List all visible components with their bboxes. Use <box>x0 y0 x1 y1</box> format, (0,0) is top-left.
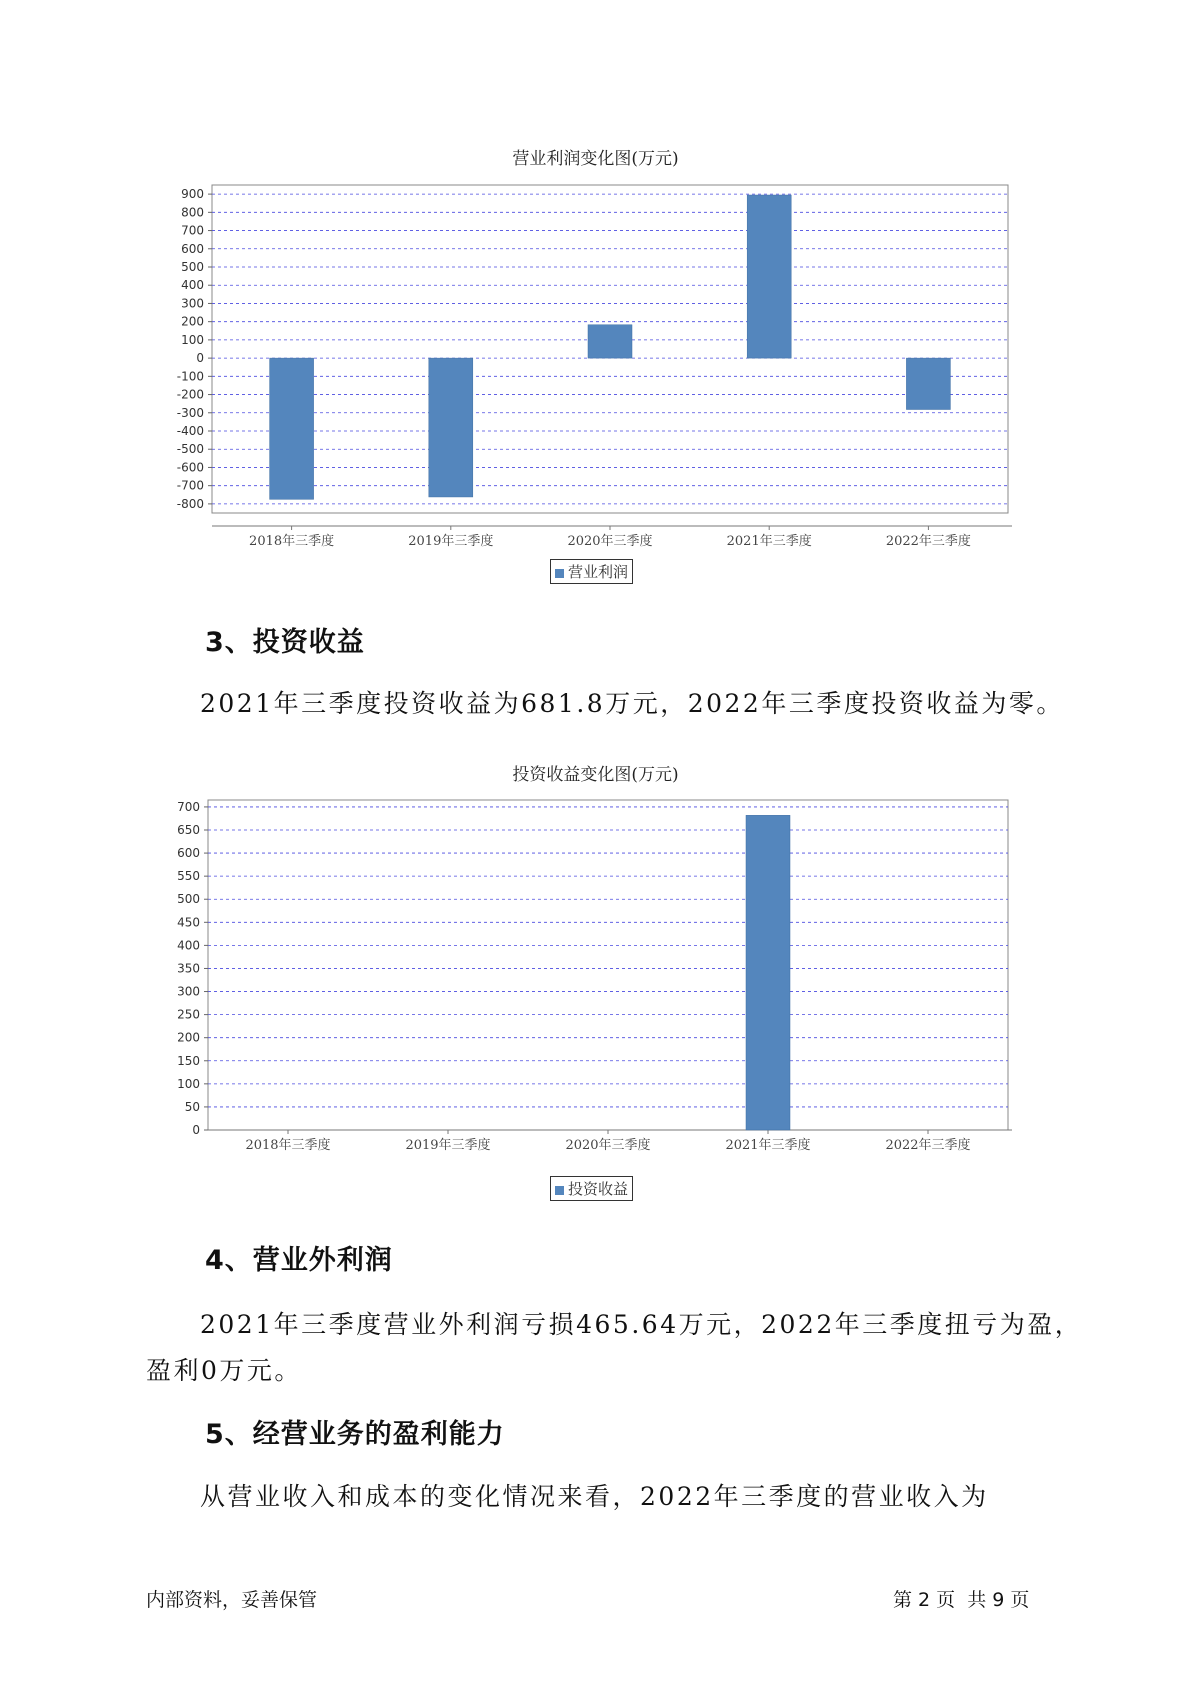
y-tick-label: 350 <box>177 961 200 976</box>
y-tick-label: -600 <box>176 460 204 475</box>
bar-2021年三季度 <box>746 815 790 1130</box>
y-tick-label: 650 <box>177 823 200 837</box>
section4-paragraph-line2: 盈利0万元。 <box>146 1356 302 1385</box>
bar-2022年三季度 <box>906 358 950 409</box>
y-tick-label: 100 <box>177 1076 200 1091</box>
y-tick-label: 200 <box>181 314 204 329</box>
chart2-legend <box>550 1176 633 1201</box>
y-tick-label: 600 <box>181 241 204 256</box>
bar-2018年三季度 <box>270 358 314 499</box>
section4-paragraph-line1: 2021年三季度营业外利润亏损465.64万元，2022年三季度扭亏为盈， <box>200 1310 1083 1339</box>
bar-2021年三季度 <box>747 195 791 358</box>
footer-page-number: 第 2 页 共 9 页 <box>893 1589 1030 1611</box>
y-tick-label: 200 <box>177 1030 200 1045</box>
section3-heading: 3、投资收益 <box>205 627 365 658</box>
footer-confidential: 内部资料，妥善保管 <box>146 1589 318 1611</box>
chart2-legend-label: 投资收益 <box>568 1180 629 1198</box>
x-tick-label: 2020年三季度 <box>567 534 653 549</box>
y-tick-label: 400 <box>181 278 204 293</box>
y-tick-label: 100 <box>181 332 204 347</box>
x-tick-label: 2022年三季度 <box>885 534 971 549</box>
bar-2020年三季度 <box>588 325 632 358</box>
y-tick-label: -300 <box>176 405 204 420</box>
y-tick-label: 550 <box>177 869 200 884</box>
y-tick-label: 0 <box>192 1123 200 1137</box>
section5-heading: 5、经营业务的盈利能力 <box>205 1419 505 1450</box>
chart2-investment-income <box>0 790 1191 1170</box>
x-tick-label: 2018年三季度 <box>249 534 335 549</box>
chart2-title: 投资收益变化图(万元) <box>512 765 679 785</box>
bar-2019年三季度 <box>429 358 473 497</box>
y-tick-label: 900 <box>181 187 204 202</box>
y-tick-label: 450 <box>177 915 200 930</box>
y-tick-label: 50 <box>184 1099 200 1114</box>
y-tick-label: 0 <box>196 351 204 366</box>
chart1-legend-label: 营业利润 <box>568 563 629 581</box>
y-tick-label: 500 <box>177 892 200 907</box>
y-tick-label: 150 <box>177 1053 200 1068</box>
section4-heading: 4、营业外利润 <box>205 1245 393 1276</box>
y-tick-label: -700 <box>176 478 204 493</box>
y-tick-label: 250 <box>177 1007 200 1022</box>
plot-area <box>208 800 1008 1130</box>
chart1-operating-profit <box>0 170 1191 550</box>
legend-swatch <box>555 1186 564 1195</box>
x-tick-label: 2019年三季度 <box>405 1138 491 1153</box>
y-tick-label: 600 <box>177 846 200 861</box>
section3-paragraph: 2021年三季度投资收益为681.8万元，2022年三季度投资收益为零。 <box>200 689 1064 718</box>
x-tick-label: 2021年三季度 <box>726 534 812 549</box>
y-tick-label: 500 <box>181 260 204 274</box>
chart1-legend <box>550 559 633 584</box>
x-tick-label: 2019年三季度 <box>408 534 494 549</box>
x-tick-label: 2018年三季度 <box>245 1138 331 1153</box>
y-tick-label: 700 <box>177 799 200 814</box>
chart1-title: 营业利润变化图(万元) <box>512 149 679 169</box>
y-tick-label: 800 <box>181 205 204 220</box>
legend-swatch <box>555 569 564 578</box>
y-tick-label: -400 <box>176 424 204 438</box>
y-tick-label: -200 <box>176 387 204 402</box>
y-tick-label: 400 <box>177 938 200 953</box>
y-tick-label: -500 <box>176 442 204 457</box>
x-tick-label: 2022年三季度 <box>885 1138 971 1153</box>
y-tick-label: 300 <box>181 296 204 311</box>
y-tick-label: 700 <box>181 223 204 238</box>
y-tick-label: -800 <box>176 496 204 511</box>
y-tick-label: -100 <box>176 369 204 384</box>
x-tick-label: 2020年三季度 <box>565 1138 651 1153</box>
x-tick-label: 2021年三季度 <box>725 1138 811 1153</box>
y-tick-label: 300 <box>177 984 200 999</box>
section5-paragraph: 从营业收入和成本的变化情况来看，2022年三季度的营业收入为 <box>200 1482 989 1511</box>
